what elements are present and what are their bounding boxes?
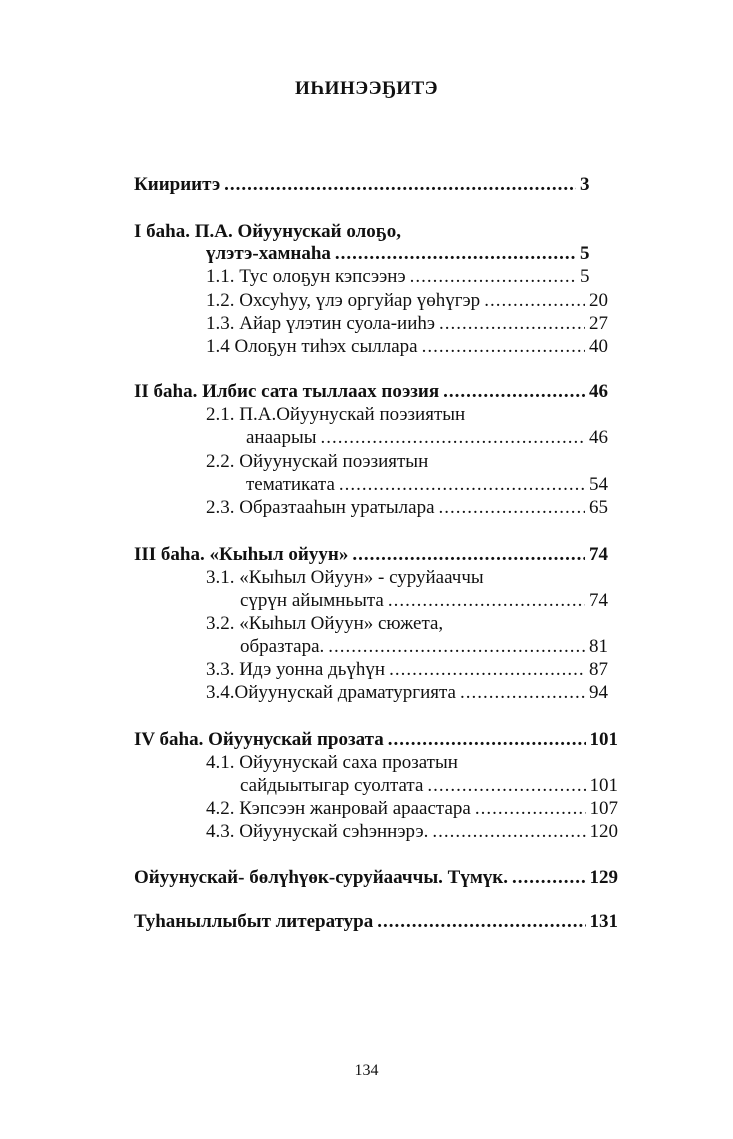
page-title: ИҺИНЭЭҔИТЭ (294, 78, 439, 99)
toc-entry-title: Туһаныллыбыт литература (134, 911, 374, 932)
toc-entry-page: 46 (589, 427, 608, 448)
leader-dots (224, 174, 576, 196)
toc-entry-title: 1.2. Охсуһуу, үлэ оргуйар үөһүгэр (206, 290, 481, 311)
toc-entry-title: образтара. (240, 636, 325, 657)
toc-entry-4-2 (206, 798, 618, 820)
leader-dots (339, 474, 585, 496)
toc-entry-3-1 (240, 590, 608, 612)
toc-entry-page: 94 (589, 682, 608, 703)
leader-dots (410, 266, 576, 288)
toc-entry-intro (134, 174, 598, 196)
toc-entry-page: 120 (589, 821, 618, 842)
toc-entry-title: 3.3. Идэ уонна дьүһүн (206, 659, 386, 680)
leader-dots (321, 427, 586, 449)
toc-entry-page: 5 (580, 243, 590, 264)
leader-dots (328, 636, 585, 658)
toc-entry-2-2-title: 2.2. Ойуунускай поэзиятын (206, 451, 429, 472)
toc-entry-1-4 (206, 336, 608, 358)
toc-chapter-1-title: I баһа. П.А. Ойуунускай олоҕо, (134, 221, 401, 242)
toc-entry-title: III баһа. «Кыһыл ойуун» (134, 544, 349, 565)
toc-entry-page: 87 (589, 659, 608, 680)
toc-entry-1-1 (206, 266, 598, 288)
toc-entry-3-4 (206, 682, 608, 704)
toc-entry-page: 46 (589, 381, 608, 402)
toc-entry-page: 74 (589, 590, 608, 611)
toc-entry-1-3 (206, 313, 608, 335)
toc-entry-ch3 (134, 544, 608, 566)
leader-dots (439, 497, 585, 519)
toc-entry-3-3 (206, 659, 608, 681)
toc-entry-page: 74 (589, 544, 608, 565)
leader-dots (432, 821, 585, 843)
toc-entry-page: 101 (589, 775, 618, 796)
toc-entry-page: 27 (589, 313, 608, 334)
toc-entry-title: 1.4 Олоҕун тиһэх сыллара (206, 336, 418, 357)
toc-entry-4-3 (206, 821, 618, 843)
toc-entry-title: 4.3. Ойуунускай сэһэннэрэ. (206, 821, 429, 842)
toc-entry-page: 3 (580, 174, 590, 195)
toc-entry-2-1 (246, 427, 608, 449)
page-number: 134 (354, 1062, 379, 1079)
toc-entry-title: II баһа. Илбис сата тыллаах поэзия (134, 381, 440, 402)
toc-entry-title: 2.3. Образтааһын уратылара (206, 497, 435, 518)
leader-dots (460, 682, 585, 704)
toc-entry-3-2-title: 3.2. «Кыһыл Ойуун» сюжета, (206, 613, 444, 634)
toc-entry-2-2 (246, 474, 608, 496)
leader-dots (439, 313, 585, 335)
toc-entry-ch1 (206, 243, 598, 265)
toc-entry-2-3 (206, 497, 608, 519)
toc-entry-page: 5 (580, 266, 590, 287)
leader-dots (377, 911, 585, 933)
toc-entry-page: 101 (589, 729, 618, 750)
leader-dots (422, 336, 585, 358)
toc-entry-title: сүрүн айымньыта (240, 590, 384, 611)
toc-entry-1-2 (206, 290, 608, 312)
leader-dots (389, 659, 585, 681)
toc-entry-title: Киириитэ (134, 174, 221, 195)
toc-entry-3-1-title: 3.1. «Кыһыл Ойуун» - суруйааччы (206, 567, 484, 588)
toc-entry-title: 4.2. Кэпсээн жанровай араастара (206, 798, 471, 819)
toc-entry-title: IV баһа. Ойуунускай прозата (134, 729, 384, 750)
toc-entry-title: Ойуунускай- бөлүһүөк-суруйааччы. Түмүк. (134, 867, 508, 888)
toc-entry-page: 65 (589, 497, 608, 518)
toc-entry-page: 131 (589, 911, 618, 932)
toc-entry-4-1 (240, 775, 618, 797)
toc-entry-page: 107 (589, 798, 618, 819)
toc-entry-2-1-title: 2.1. П.А.Ойуунускай поэзиятын (206, 404, 466, 425)
toc-entry-4-1-title: 4.1. Ойуунускай саха прозатын (206, 752, 458, 773)
leader-dots (443, 381, 585, 403)
leader-dots (352, 544, 585, 566)
leader-dots (475, 798, 586, 820)
toc-entry-title: үлэтэ-хамнаһа (206, 243, 331, 264)
toc-entry-page: 40 (589, 336, 608, 357)
toc-entry-title: 1.1. Тус олоҕун кэпсээнэ (206, 266, 406, 287)
toc-entry-literature (134, 911, 618, 933)
toc-entry-3-2 (240, 636, 608, 658)
toc-entry-title: анаарыы (246, 427, 317, 448)
leader-dots (512, 867, 586, 889)
toc-entry-conclusion (134, 867, 618, 889)
toc-entry-title: 3.4.Ойуунускай драматургията (206, 682, 456, 703)
toc-entry-title: 1.3. Айар үлэтин суола-ииһэ (206, 313, 436, 334)
leader-dots (388, 590, 585, 612)
toc-entry-ch4 (134, 729, 618, 751)
leader-dots (427, 775, 585, 797)
leader-dots (484, 290, 585, 312)
toc-entry-title: сайдыытыгар суолтата (240, 775, 424, 796)
toc-entry-title: тематиката (246, 474, 335, 495)
toc-entry-page: 129 (589, 867, 618, 888)
leader-dots (335, 243, 576, 265)
toc-entry-ch2 (134, 381, 608, 403)
toc-entry-page: 81 (589, 636, 608, 657)
toc-entry-page: 54 (589, 474, 608, 495)
toc-entry-page: 20 (589, 290, 608, 311)
leader-dots (388, 729, 586, 751)
